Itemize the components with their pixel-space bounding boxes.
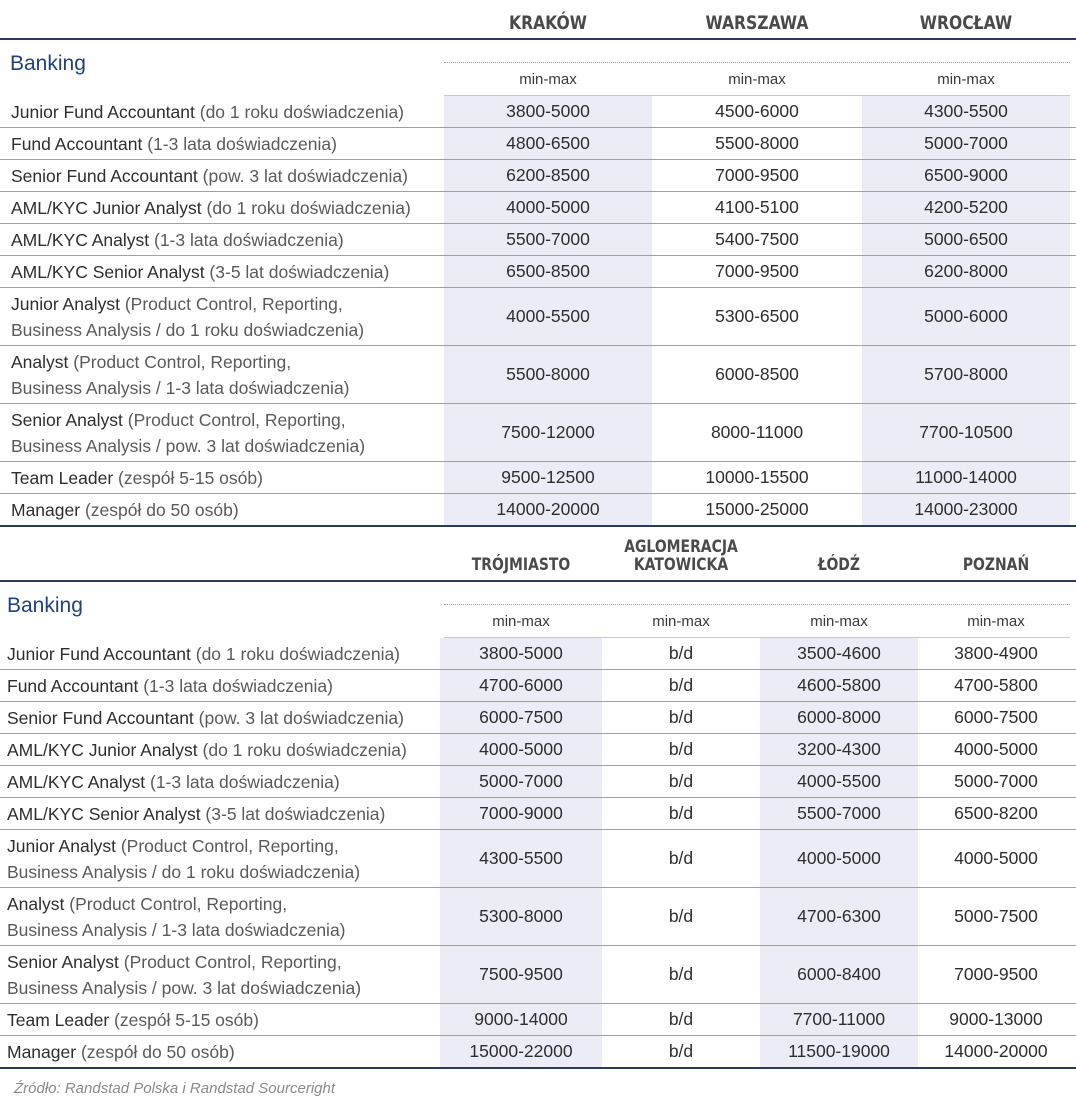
table-row — [0, 702, 1076, 734]
salary-value: 4300-5500 — [479, 848, 563, 868]
position-name: Senior Analyst — [11, 409, 123, 430]
position-detail: (3-5 lat doświadczenia) — [200, 803, 386, 824]
salary-value: 5400-7500 — [715, 229, 799, 249]
position-detail: (Product Control, Reporting, — [115, 835, 339, 856]
salary-value: 4000-5500 — [797, 771, 881, 791]
position-detail: (Product Control, Reporting, — [119, 293, 343, 314]
salary-value: b/d — [668, 675, 694, 695]
city-header: POZNAŃ — [962, 555, 1030, 575]
salary-value: 5700-8000 — [924, 364, 1008, 384]
salary-value: 4000-5000 — [954, 848, 1038, 868]
position-detail-line2: Business Analysis / 1-3 lata doświadczenia) — [11, 377, 350, 398]
salary-value: 14000-23000 — [914, 499, 1018, 519]
table-row — [0, 96, 1076, 128]
position-name: AML/KYC Analyst — [11, 229, 150, 250]
salary-value: 7700-11000 — [792, 1009, 886, 1029]
salary-value: 6500-9000 — [924, 165, 1008, 185]
salary-value: 3800-5000 — [506, 101, 590, 121]
position-name: Fund Accountant — [11, 133, 143, 154]
salary-value: 5000-6000 — [924, 306, 1008, 326]
table-row — [0, 288, 1076, 346]
position-detail: (pow. 3 lat doświadczenia) — [193, 707, 404, 728]
table-row — [0, 404, 1076, 462]
salary-value: 4000-5000 — [506, 197, 590, 217]
salary-value: 4000-5000 — [479, 739, 563, 759]
position-label — [11, 192, 411, 223]
salary-value: 3800-5000 — [479, 643, 563, 663]
salary-value: 3500-4600 — [797, 643, 881, 663]
salary-value: b/d — [668, 906, 694, 926]
salary-value: 9000-14000 — [474, 1009, 568, 1029]
position-name: Analyst — [11, 351, 69, 372]
salary-table-2 — [0, 532, 1076, 1069]
salary-value: b/d — [668, 771, 694, 791]
position-detail: (1-3 lata doświadczenia) — [149, 229, 344, 250]
position-name: AML/KYC Senior Analyst — [11, 261, 205, 282]
table-row — [0, 946, 1076, 1004]
position-detail-line2: Business Analysis / pow. 3 lat doświadczenia) — [11, 435, 366, 456]
salary-value: 3800-4900 — [954, 643, 1038, 663]
city-header-row — [0, 532, 1076, 582]
dotted-divider — [444, 604, 1070, 605]
salary-value: 6500-8200 — [954, 803, 1038, 823]
position-name: Junior Fund Accountant — [7, 643, 191, 664]
salary-value: b/d — [668, 848, 694, 868]
position-label — [11, 224, 344, 255]
position-name: Junior Analyst — [7, 835, 116, 856]
position-label — [7, 798, 385, 829]
table-row — [0, 224, 1076, 256]
position-label — [11, 96, 404, 127]
salary-value: 4100-5100 — [715, 197, 799, 217]
salary-value: 4300-5500 — [924, 101, 1008, 121]
city-header: ŁÓDŹ — [818, 555, 860, 575]
position-label — [7, 670, 333, 701]
salary-value: 5000-7000 — [924, 133, 1008, 153]
position-name: Team Leader — [7, 1009, 110, 1030]
salary-value: 15000-22000 — [469, 1041, 573, 1061]
dotted-divider — [444, 62, 1070, 63]
position-name: AML/KYC Senior Analyst — [7, 803, 201, 824]
section-title: Banking — [7, 594, 83, 617]
salary-value: b/d — [668, 707, 694, 727]
city-header-row — [0, 0, 1076, 40]
position-label — [7, 1036, 235, 1067]
salary-value: 5500-7000 — [797, 803, 881, 823]
salary-value: 4700-5800 — [954, 675, 1038, 695]
position-label — [7, 766, 340, 797]
salary-value: 5000-7500 — [954, 906, 1038, 926]
salary-value: 3200-4300 — [797, 739, 881, 759]
salary-value: 5300-6500 — [715, 306, 799, 326]
position-label — [11, 160, 408, 191]
position-detail: (zespół 5-15 osób) — [109, 1009, 259, 1030]
salary-value: 9500-12500 — [501, 467, 595, 487]
position-detail-line2: Business Analysis / 1-3 lata doświadczenia) — [7, 919, 346, 940]
source-note: Źródło: Randstad Polska i Randstad Sourceright — [14, 1080, 336, 1097]
position-detail: (1-3 lata doświadczenia) — [145, 771, 340, 792]
min-max-label: min-max — [937, 71, 995, 88]
table-row — [0, 798, 1076, 830]
position-detail: (Product Control, Reporting, — [64, 893, 288, 914]
salary-value: 7000-9000 — [479, 803, 563, 823]
salary-value: 4600-5800 — [797, 675, 881, 695]
min-max-label: min-max — [492, 613, 550, 630]
table-row — [0, 734, 1076, 766]
salary-value: 4200-5200 — [924, 197, 1008, 217]
salary-value: b/d — [668, 1041, 694, 1061]
salary-value: 5500-8000 — [715, 133, 799, 153]
position-detail: (Product Control, Reporting, — [68, 351, 292, 372]
salary-value: 7700-10500 — [919, 422, 1013, 442]
position-label — [11, 128, 337, 159]
city-header: AGLOMERACJA KATOWICKA — [624, 537, 738, 575]
salary-value: 4800-6500 — [506, 133, 590, 153]
salary-value: 5000-7000 — [954, 771, 1038, 791]
position-name: Senior Fund Accountant — [11, 165, 198, 186]
table-row — [0, 888, 1076, 946]
table-row — [0, 462, 1076, 494]
position-detail: (zespół 5-15 osób) — [113, 467, 263, 488]
salary-value: 5500-8000 — [506, 364, 590, 384]
table-row — [0, 128, 1076, 160]
salary-value: 7000-9500 — [954, 964, 1038, 984]
section-title: Banking — [10, 52, 86, 75]
position-detail: (do 1 roku doświadczenia) — [201, 197, 411, 218]
position-name: Senior Fund Accountant — [7, 707, 194, 728]
salary-value: 10000-15500 — [705, 467, 809, 487]
salary-value: 5000-6500 — [924, 229, 1008, 249]
salary-value: 15000-25000 — [705, 499, 809, 519]
position-name: Senior Analyst — [7, 951, 119, 972]
position-name: AML/KYC Junior Analyst — [7, 739, 198, 760]
salary-value: 7500-9500 — [479, 964, 563, 984]
position-detail: (do 1 roku doświadczenia) — [197, 739, 407, 760]
city-header: TRÓJMIASTO — [471, 555, 571, 575]
salary-value: 14000-20000 — [496, 499, 600, 519]
salary-value: 7000-9500 — [715, 165, 799, 185]
salary-value: 6200-8000 — [924, 261, 1008, 281]
min-max-label: min-max — [652, 613, 710, 630]
table-row — [0, 494, 1076, 527]
position-detail: (1-3 lata doświadczenia) — [138, 675, 333, 696]
city-header: KRAKÓW — [509, 12, 587, 34]
min-max-label: min-max — [728, 71, 786, 88]
salary-value: 9000-13000 — [949, 1009, 1043, 1029]
salary-value: 4000-5500 — [506, 306, 590, 326]
salary-value: 6000-8400 — [797, 964, 881, 984]
table-row — [0, 670, 1076, 702]
table-row — [0, 160, 1076, 192]
position-name: Team Leader — [11, 467, 114, 488]
salary-value: 6500-8500 — [506, 261, 590, 281]
salary-value: 6000-8000 — [797, 707, 881, 727]
salary-table-1 — [0, 0, 1076, 527]
position-label — [7, 638, 400, 669]
position-label — [11, 256, 389, 287]
position-label — [7, 702, 404, 733]
position-detail-line2: Business Analysis / do 1 roku doświadczenia) — [11, 319, 365, 340]
position-name: AML/KYC Analyst — [7, 771, 146, 792]
position-label — [7, 734, 407, 765]
position-name: AML/KYC Junior Analyst — [11, 197, 202, 218]
table-row — [0, 346, 1076, 404]
position-name: Junior Fund Accountant — [11, 101, 195, 122]
position-detail: (3-5 lat doświadczenia) — [204, 261, 390, 282]
position-detail: (do 1 roku doświadczenia) — [190, 643, 401, 664]
min-max-label: min-max — [967, 613, 1025, 630]
city-header: WARSZAWA — [705, 12, 809, 34]
salary-value: 4700-6300 — [797, 906, 881, 926]
table-row — [0, 766, 1076, 798]
position-detail: (do 1 roku doświadczenia) — [194, 101, 405, 122]
salary-value: 4500-6000 — [715, 101, 799, 121]
salary-value: b/d — [668, 643, 694, 663]
salary-value: 5000-7000 — [479, 771, 563, 791]
position-label — [11, 494, 239, 525]
city-header: WROCŁAW — [919, 12, 1013, 34]
position-label — [7, 1004, 259, 1035]
position-detail: (zespół do 50 osób) — [80, 499, 239, 520]
salary-value: b/d — [668, 803, 694, 823]
salary-value: 11500-19000 — [788, 1041, 890, 1061]
table-row — [0, 830, 1076, 888]
salary-value: 11000-14000 — [915, 467, 1017, 487]
salary-value: 6000-7500 — [954, 707, 1038, 727]
section-header-row — [0, 40, 1076, 96]
position-name: Manager — [11, 499, 81, 520]
position-label — [7, 888, 346, 945]
salary-value: 6000-8500 — [715, 364, 799, 384]
position-label — [7, 830, 360, 887]
position-detail: (zespół do 50 osób) — [76, 1041, 235, 1062]
table-row — [0, 1036, 1076, 1069]
salary-value: b/d — [668, 1009, 694, 1029]
salary-value: b/d — [668, 964, 694, 984]
salary-value: 5500-7000 — [506, 229, 590, 249]
salary-value: 4700-6000 — [479, 675, 563, 695]
position-label — [11, 404, 365, 461]
table-row — [0, 638, 1076, 670]
position-label — [11, 462, 263, 493]
salary-value: 8000-11000 — [710, 422, 804, 442]
salary-value: 4000-5000 — [797, 848, 881, 868]
position-name: Manager — [7, 1041, 77, 1062]
position-name: Junior Analyst — [11, 293, 120, 314]
table-row — [0, 1004, 1076, 1036]
table-row — [0, 256, 1076, 288]
position-detail: (pow. 3 lat doświadczenia) — [197, 165, 408, 186]
position-name: Fund Accountant — [7, 675, 139, 696]
position-label — [11, 346, 350, 403]
position-detail-line2: Business Analysis / pow. 3 lat doświadczenia) — [7, 977, 362, 998]
position-name: Analyst — [7, 893, 65, 914]
salary-value: 6200-8500 — [506, 165, 590, 185]
position-detail: (Product Control, Reporting, — [122, 409, 346, 430]
salary-value: b/d — [668, 739, 694, 759]
salary-value: 14000-20000 — [944, 1041, 1048, 1061]
salary-value: 5300-8000 — [479, 906, 563, 926]
salary-value: 6000-7500 — [479, 707, 563, 727]
position-detail: (Product Control, Reporting, — [118, 951, 342, 972]
position-label — [11, 288, 364, 345]
position-label — [7, 946, 361, 1003]
salary-value: 4000-5000 — [954, 739, 1038, 759]
position-detail-line2: Business Analysis / do 1 roku doświadczenia) — [7, 861, 361, 882]
table-row — [0, 192, 1076, 224]
min-max-label: min-max — [810, 613, 868, 630]
position-detail: (1-3 lata doświadczenia) — [142, 133, 337, 154]
section-header-row — [0, 582, 1076, 638]
salary-value: 7500-12000 — [501, 422, 595, 442]
min-max-label: min-max — [519, 71, 577, 88]
salary-value: 7000-9500 — [715, 261, 799, 281]
